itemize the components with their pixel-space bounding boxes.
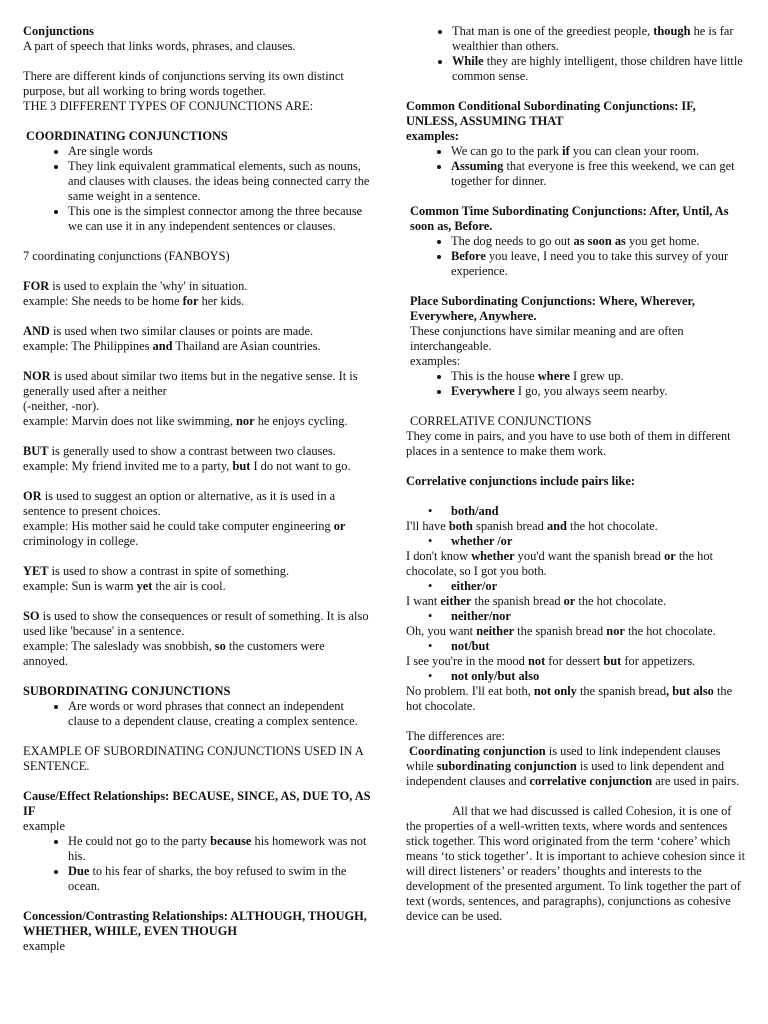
list-item: • Assuming that everyone is free this weekend, we can get together for dinner.	[451, 159, 746, 189]
list-item: • They link equivalent grammatical elements, such as nouns, and clauses with clauses. the ideas being connected carry the same weight in a sentence.	[68, 159, 371, 204]
right-column	[406, 24, 746, 924]
nor-definition: NOR is used about similar two items but in the negative sense. It is generally used after a neither	[23, 369, 358, 398]
pair-item: • not/but	[428, 639, 746, 654]
for-definition: FOR is used to explain the 'why' in situation.	[23, 279, 248, 293]
cause-effect-heading: Cause/Effect Relationships: BECAUSE, SINCE, AS, DUE TO, AS IF	[23, 789, 371, 818]
coordinating-list	[23, 144, 371, 234]
coordinating-heading: COORDINATING CONJUNCTIONS	[26, 129, 228, 143]
pair-example: No problem. I'll eat both, not only the spanish bread, but also the hot chocolate.	[406, 684, 733, 713]
so-definition: SO is used to show the consequences or result of something. It is also used like 'because' in a sentence.	[23, 609, 369, 638]
and-definition: AND is used when two similar clauses or points are made.	[23, 324, 314, 338]
pair-item: • either/or	[428, 579, 746, 594]
so-example: example: The saleslady was snobbish, so the customers were annoyed.	[23, 639, 325, 668]
for-example: example: She needs to be home for her kids.	[23, 294, 245, 308]
nor-note: (-neither, -nor).	[23, 399, 100, 413]
concession-heading: Concession/Contrasting Relationships: ALTHOUGH, THOUGH, WHETHER, WHILE, EVEN THOUGH	[23, 909, 367, 938]
list-item: • Are single words	[68, 144, 371, 159]
but-example: example: My friend invited me to a party, but I do not want to go.	[23, 459, 351, 473]
differences-label: The differences are:	[406, 729, 505, 743]
but-definition: BUT is generally used to show a contrast between two clauses.	[23, 444, 336, 458]
pair-example: I'll have both spanish bread and the hot chocolate.	[406, 519, 658, 533]
correlative-description: They come in pairs, and you have to use both of them in different places in a sentence to make them work.	[406, 429, 731, 458]
examples-label: examples:	[406, 129, 459, 143]
and-example: example: The Philippines and Thailand are Asian countries.	[23, 339, 321, 353]
place-list	[406, 369, 746, 399]
yet-definition: YET is used to show a contrast in spite of something.	[23, 564, 290, 578]
or-example: example: His mother said he could take computer engineering or criminology in college.	[23, 519, 346, 548]
concession-list	[406, 24, 746, 84]
list-item: • We can go to the park if you can clean your room.	[451, 144, 746, 159]
left-column	[23, 24, 371, 954]
pair-item: • not only/but also	[428, 669, 746, 684]
conditional-list	[406, 144, 746, 189]
pair-item: • neither/nor	[428, 609, 746, 624]
list-item: • This is the house where I grew up.	[451, 369, 746, 384]
yet-example: example: Sun is warm yet the air is cool.	[23, 579, 226, 593]
time-list	[406, 234, 746, 279]
list-item: • That man is one of the greediest people, though he is far wealthier than others.	[452, 24, 746, 54]
subordinating-heading: SUBORDINATING CONJUNCTIONS	[23, 684, 231, 698]
correlative-heading: CORRELATIVE CONJUNCTIONS	[410, 414, 592, 428]
place-description: These conjunctions have similar meaning and are often interchangeable.	[410, 324, 684, 353]
subordinating-example-heading: EXAMPLE OF SUBORDINATING CONJUNCTIONS USED IN A SENTENCE.	[23, 744, 364, 773]
types-heading: THE 3 DIFFERENT TYPES OF CONJUNCTIONS ARE:	[23, 99, 314, 113]
examples-label: examples:	[410, 354, 461, 368]
place-heading: Place Subordinating Conjunctions: Where, Wherever, Everywhere, Anywhere.	[410, 294, 696, 323]
intro-paragraph: There are different kinds of conjunctions serving its own distinct purpose, but all working to bring words together.	[23, 69, 344, 98]
subordinating-list	[23, 699, 371, 729]
or-definition: OR is used to suggest an option or alternative, as it is used in a sentence to present choices.	[23, 489, 336, 518]
list-item: • Before you leave, I need you to take this survey of your experience.	[451, 249, 746, 279]
list-item: • Everywhere I go, you always seem nearby.	[451, 384, 746, 399]
definition: A part of speech that links words, phrases, and clauses.	[23, 39, 296, 53]
pair-item: • both/and	[428, 504, 746, 519]
pair-example: I want either the spanish bread or the hot chocolate.	[406, 594, 667, 608]
list-item: • He could not go to the party because his homework was not his.	[68, 834, 371, 864]
pair-example: Oh, you want neither the spanish bread nor the hot chocolate.	[406, 624, 716, 638]
list-item: • Are words or word phrases that connect an independent clause to a dependent clause, creating a complex sentence.	[68, 699, 371, 729]
conditional-heading: Common Conditional Subordinating Conjunctions: IF, UNLESS, ASSUMING THAT	[406, 99, 696, 128]
fanboys-line: 7 coordinating conjunctions (FANBOYS)	[23, 249, 230, 263]
time-heading: Common Time Subordinating Conjunctions: After, Until, As soon as, Before.	[410, 204, 729, 233]
cause-effect-list	[23, 834, 371, 894]
example-label: example	[23, 939, 65, 953]
differences-paragraph: Coordinating conjunction is used to link independent clauses while subordinating conjunction is used to link dependent and independent clauses and correlative conjunction are used in pairs.	[406, 744, 740, 788]
list-item: • Due to his fear of sharks, the boy refused to swim in the ocean.	[68, 864, 371, 894]
example-label: example	[23, 819, 65, 833]
list-item: • While they are highly intelligent, those children have little common sense.	[452, 54, 746, 84]
cohesion-paragraph: All that we had discussed is called Cohesion, it is one of the properties of a well-written texts, where words and sentences stick together. This word originated from the term ‘cohere’ which means ‘to stick together’. It is important to achieve cohesion since it will direct listeners’ or readers’ thoughts and interests to the development of the presented argument. To link together the part of text (words, sentences, and paragraphs), conjunctions as cohesive device can be used.	[406, 804, 746, 923]
pair-example: I see you're in the mood not for dessert but for appetizers.	[406, 654, 696, 668]
pair-example: I don't know whether you'd want the spanish bread or the hot chocolate, so I got you both.	[406, 549, 713, 578]
page-title: Conjunctions	[23, 24, 94, 38]
list-item: • This one is the simplest connector among the three because we can use it in any independent sentences or clauses.	[68, 204, 371, 234]
pair-item: • whether /or	[428, 534, 746, 549]
correlative-include: Correlative conjunctions include pairs like:	[406, 474, 635, 488]
nor-example: example: Marvin does not like swimming, nor he enjoys cycling.	[23, 414, 348, 428]
list-item: • The dog needs to go out as soon as you get home.	[451, 234, 746, 249]
